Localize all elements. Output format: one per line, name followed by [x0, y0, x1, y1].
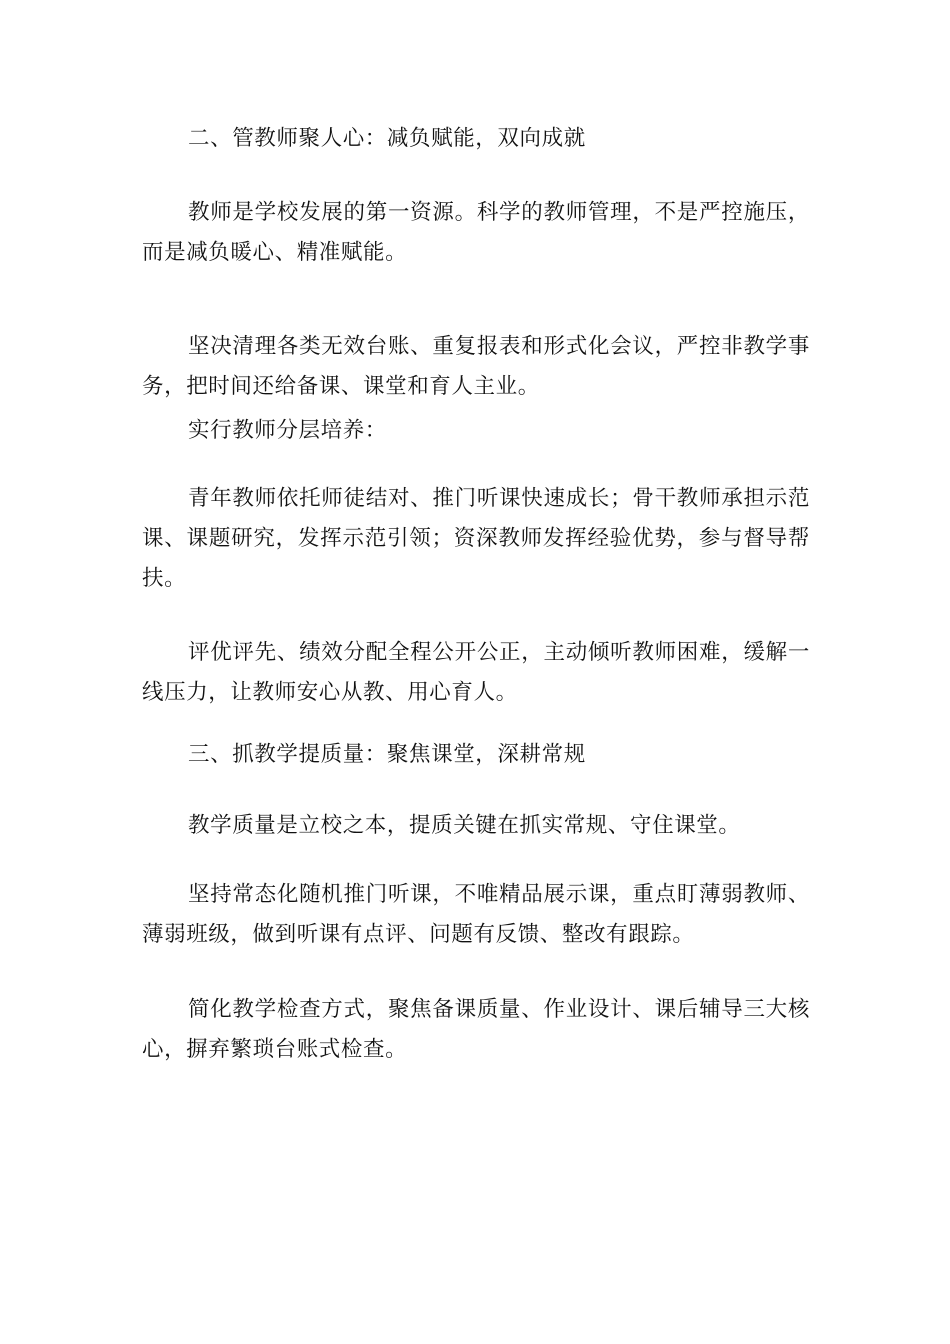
paragraph: 实行教师分层培养：: [188, 418, 387, 443]
paragraph: 青年教师依托师徒结对、推门听课快速成长；骨干教师承担示范课、课题研究，发挥示范引领；资深教师发挥经验优势，参与督导帮扶。: [142, 486, 810, 591]
paragraph: 坚持常态化随机推门听课，不唯精品展示课，重点盯薄弱教师、薄弱班级，做到听课有点评、问题有反馈、整改有跟踪。: [142, 882, 810, 947]
paragraph: 简化教学检查方式，聚焦备课质量、作业设计、课后辅导三大核心，摒弃繁琐台账式检查。: [142, 997, 810, 1062]
paragraph: 坚决清理各类无效台账、重复报表和形式化会议，严控非教学事务，把时间还给备课、课堂和育人主业。: [142, 334, 810, 399]
paragraph: 评优评先、绩效分配全程公开公正，主动倾听教师困难，缓解一线压力，让教师安心从教、用心育人。: [142, 640, 810, 705]
paragraph: 教学质量是立校之本，提质关键在抓实常规、守住课堂。: [188, 813, 741, 838]
section-heading-2: 二、管教师聚人心：减负赋能，双向成就: [188, 126, 586, 151]
paragraph: 教师是学校发展的第一资源。科学的教师管理，不是严控施压，而是减负暖心、精准赋能。: [142, 200, 810, 265]
section-heading-3: 三、抓教学提质量：聚焦课堂，深耕常规: [188, 742, 586, 767]
